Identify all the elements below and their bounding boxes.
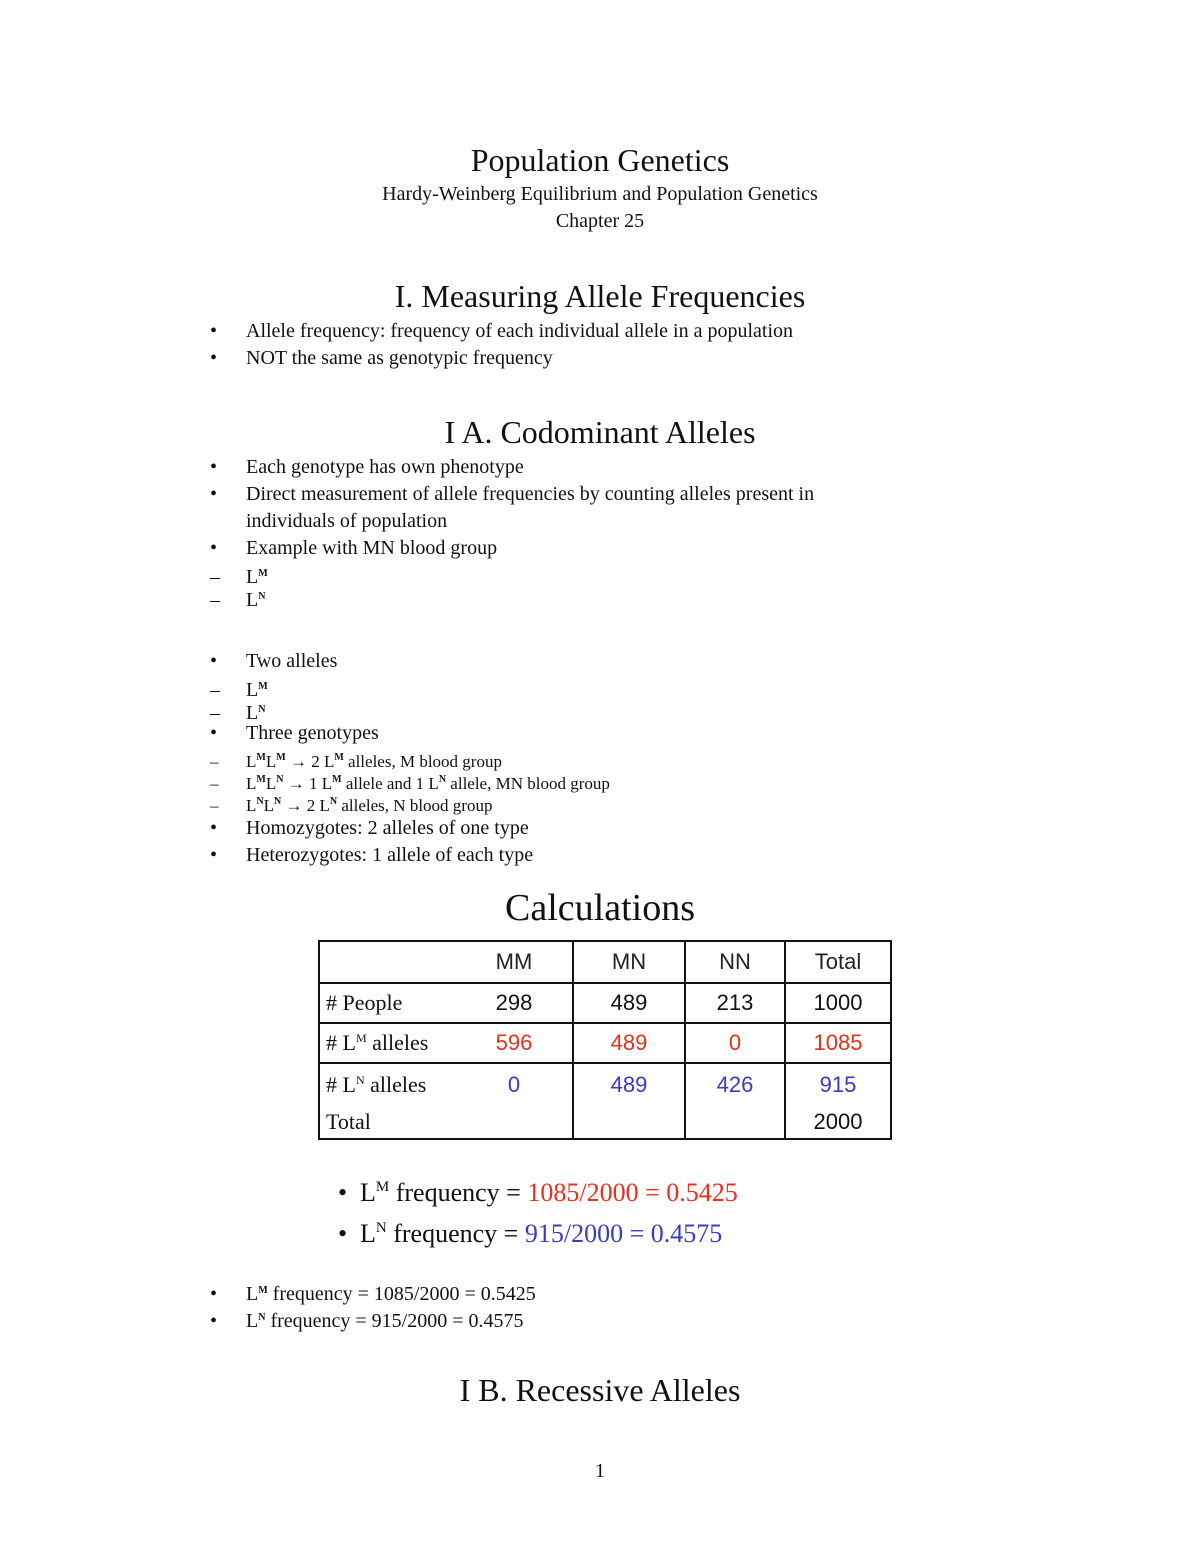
sub-item-lm: – $L^M$ [210,566,268,588]
table-cell: 489 [573,983,685,1023]
list-item: • Each genotype has own phenotype [210,456,524,478]
table-cell: 915 [785,1063,891,1105]
table-header-cell: MN [573,941,685,983]
arrow-right-icon: → [287,774,305,793]
section-heading-recessive: I B. Recessive Alleles [459,1372,741,1408]
row-label: Total [319,1105,456,1139]
table-header-cell: NN [685,941,785,983]
table-cell [685,1105,785,1139]
list-item: • Allele frequency: frequency of each individual allele in a population [210,320,794,342]
table-cell: 1000 [785,983,891,1023]
table-cell: 596 [456,1023,573,1063]
section-heading-measuring: I. Measuring Allele Frequencies [394,278,806,314]
sub-item-ln: – $L^N$ [210,702,266,724]
arrow-right-icon: → [289,752,307,771]
calculations-title: Calculations [505,887,695,929]
allele-count-table [318,940,892,1140]
list-item: • $L^M$ frequency = 1085/2000 = 0.5425 [210,1283,536,1305]
table-cell: 2000 [785,1105,891,1139]
list-item: • Direct measurement of allele frequencies by counting alleles present in [210,483,815,505]
table-row [319,1063,891,1105]
table-row [319,1023,891,1063]
table-cell: 489 [573,1023,685,1063]
list-item: • Heterozygotes: 1 allele of each type [210,844,534,866]
list-item: • Example with MN blood group [210,537,498,559]
table-cell: 0 [685,1023,785,1063]
chapter-label: Chapter 25 [555,210,645,232]
table-cell [456,1105,573,1139]
table-header-cell: Total [785,941,891,983]
table-cell: 489 [573,1063,685,1105]
list-item: • Homozygotes: 2 alleles of one type [210,817,529,839]
sub-item-ln: – $L^N$ [210,589,266,611]
list-item: • $L^N$ frequency = 915/2000 = 0.4575 [210,1310,524,1332]
ln-frequency-slide-line: • $L^N$ frequency = 915/2000 = 0.4575 [338,1219,723,1248]
table-row [319,1105,891,1139]
arrow-right-icon: → [285,796,303,815]
table-header-cell: MM [456,941,573,983]
table-row [319,983,891,1023]
table-header-cell [319,941,456,983]
row-label: # $L^N$ alleles [319,1063,456,1105]
section-heading-codominant: I A. Codominant Alleles [444,414,756,450]
table-cell: 213 [685,983,785,1023]
list-item: • NOT the same as genotypic frequency [210,347,553,369]
table-cell: 1085 [785,1023,891,1063]
genotype-nn: – $L^NL^N \to 2$ $L^N$ alleles, N blood group [210,796,493,815]
genotype-mn: – $L^ML^N \to 1$ $L^M$ allele and 1 $L^N$ allele, MN blood group [210,774,610,793]
lm-frequency-slide-line: • $L^M$ frequency = 1085/2000 = 0.5425 [338,1178,738,1207]
list-item: • Three genotypes [210,722,379,744]
row-label: # People [319,983,456,1023]
genotype-mm: – $L^ML^M \to 2$ $L^M$ alleles, M blood group [210,752,502,771]
table-cell: 298 [456,983,573,1023]
row-label: # $L^M$ alleles [319,1023,456,1063]
table-cell [573,1105,685,1139]
page-title: Population Genetics [470,142,730,178]
page-number: 1 [595,1460,605,1482]
table-header-row [319,941,891,983]
table-cell: 426 [685,1063,785,1105]
list-item-continuation: individuals of population [246,510,448,532]
table-cell: 0 [456,1063,573,1105]
list-item: • Two alleles [210,650,338,672]
page-subtitle: Hardy-Weinberg Equilibrium and Population Genetics [382,183,818,205]
sub-item-lm: – $L^M$ [210,679,268,701]
